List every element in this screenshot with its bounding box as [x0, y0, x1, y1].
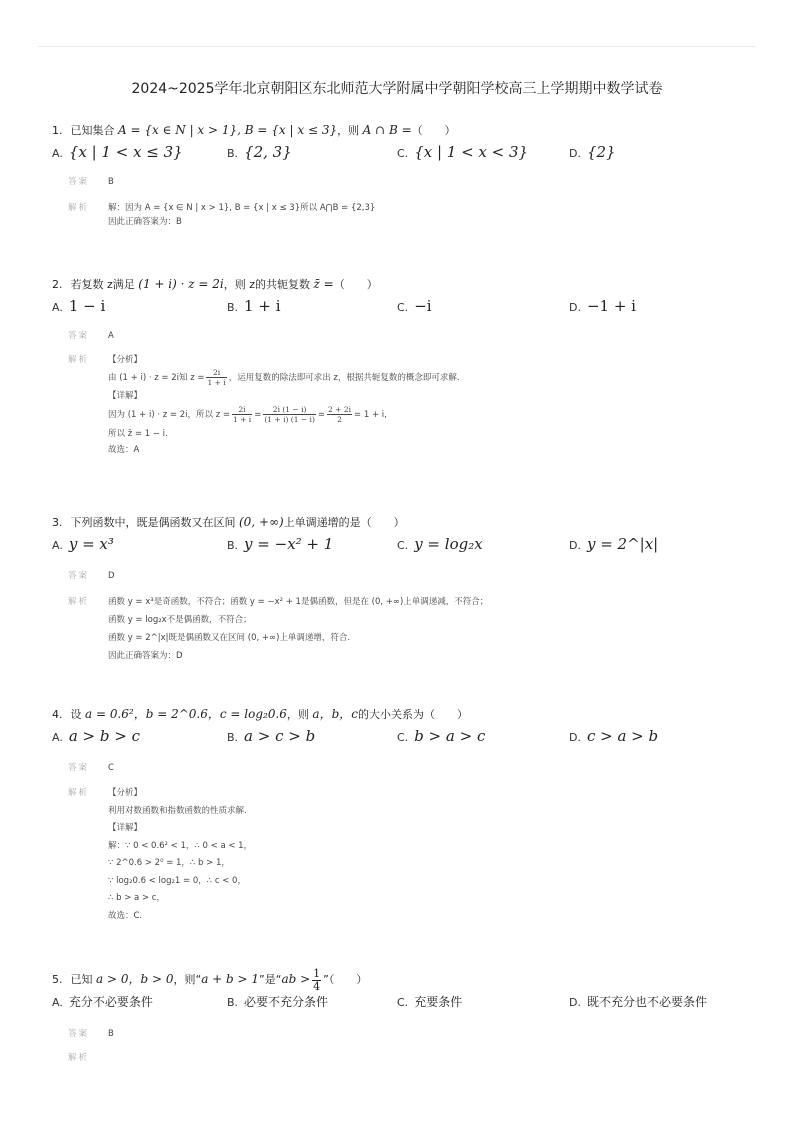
fraction: $\frac{2i}{1 + i}$	[207, 368, 226, 387]
analysis-line: 函数 y = 2^|x|既是偶函数又在区间 (0, +∞)上单调递增，符合.	[108, 633, 351, 643]
stem-text: ，则	[337, 124, 363, 137]
stem-text: 已知	[70, 973, 96, 986]
analysis-row	[52, 593, 752, 665]
stem-text: 的大小关系为（ ）	[357, 708, 468, 721]
analysis-line: 所以 z̄ = 1 − i.	[108, 429, 168, 439]
stem-math: a，b，c	[312, 707, 358, 721]
stem-math: A ∩ B =	[362, 123, 412, 137]
analysis-line: 故选：C.	[108, 910, 143, 921]
analysis-line: 解：∵ 0 < 0.6² < 1，∴ 0 < a < 1，	[108, 840, 253, 851]
option-c[interactable]: C. y = log₂x	[397, 535, 483, 553]
option-d[interactable]: D. {2}	[569, 143, 616, 161]
answer-row	[52, 175, 752, 189]
answer-value: B	[108, 1029, 114, 1039]
analysis-line: 函数 y = log₂x不是偶函数，不符合；	[108, 615, 252, 625]
stem-text: 若复数 z满足	[70, 278, 139, 291]
answer-value: D	[108, 571, 115, 581]
options	[52, 297, 752, 319]
analysis-line: 由 (1 + i) · z = 2i知 z = $\frac{2i}{1 + i}$ ，运用复数的除法即可求出 z，根据共轭复数的概念即可求解.	[108, 368, 460, 387]
analysis-line: 因此正确答案为：B	[108, 217, 182, 227]
answer-label: 答案	[68, 331, 90, 341]
option-a[interactable]: A. a > b > c	[52, 727, 140, 745]
fraction: $\frac{2i}{1 + i}$	[232, 405, 252, 424]
question-stem	[52, 706, 752, 723]
stem-math: (0, +∞)	[239, 515, 284, 529]
analysis-row	[52, 201, 752, 229]
answer-row	[52, 1027, 752, 1041]
fraction: $\frac{1}{4}$	[313, 966, 321, 993]
options	[52, 143, 752, 165]
stem-math: a = 0.6²，b = 2^0.6，c = log₂0.6	[85, 707, 287, 721]
analysis-label: 解析	[68, 597, 90, 607]
stem-math: z̄ =	[313, 277, 334, 291]
analysis-row	[52, 1051, 752, 1065]
analysis-label: 解析	[68, 788, 90, 798]
option-c[interactable]: C. −i	[397, 297, 432, 315]
analysis-line: 解：因为 A = {x ∈ N | x > 1}, B = {x | x ≤ 3}所以 A⋂B = {2,3}	[108, 203, 376, 213]
options	[52, 993, 752, 1015]
stem-text: 上单调递增的是（ ）	[283, 516, 405, 529]
analysis-line: 因此正确答案为：D	[108, 651, 183, 661]
stem-text: （ ）	[333, 278, 378, 291]
question-stem	[52, 514, 752, 531]
stem-math: a + b > 1	[201, 972, 260, 986]
analysis-heading: 【详解】	[108, 823, 143, 833]
stem-text: （ ）	[411, 124, 456, 137]
fraction: $\frac{2 + 2i}{2}$	[328, 405, 352, 424]
analysis-heading: 【分析】	[108, 355, 143, 365]
analysis-line: ∵ 2^0.6 > 2⁰ = 1，∴ b > 1，	[108, 858, 230, 868]
question-5	[52, 966, 752, 1065]
answer-label: 答案	[68, 571, 90, 581]
option-d[interactable]: D. c > a > b	[569, 727, 659, 745]
analysis-heading: 【详解】	[108, 391, 143, 401]
answer-value: C	[108, 763, 114, 773]
analysis-line: 利用对数函数和指数函数的性质求解.	[108, 805, 247, 816]
stem-math: (1 + i) · z = 2i	[138, 277, 224, 291]
option-b[interactable]: B. 必要不充分条件	[227, 995, 329, 1009]
analysis-label: 解析	[68, 355, 90, 365]
answer-label: 答案	[68, 763, 90, 773]
stem-math: ab >	[281, 972, 311, 986]
answer-label: 答案	[68, 1029, 90, 1039]
option-d[interactable]: D. y = 2^|x|	[569, 535, 659, 553]
question-4	[52, 706, 752, 925]
analysis-row	[52, 785, 752, 925]
option-a[interactable]: A. y = x³	[52, 535, 114, 553]
question-stem	[52, 122, 752, 139]
options	[52, 727, 752, 749]
question-stem	[52, 966, 752, 993]
option-d[interactable]: D. −1 + i	[569, 297, 636, 315]
answer-label: 答案	[68, 177, 90, 187]
question-number: 1.	[52, 124, 63, 137]
stem-text: 已知集合	[70, 124, 118, 137]
analysis-line: ∵ log₂0.6 < log₂1 = 0，∴ c < 0，	[108, 875, 246, 886]
question-1	[52, 122, 752, 229]
option-d[interactable]: D. 既不充分也不必要条件	[569, 995, 707, 1009]
option-b[interactable]: B. 1 + i	[227, 297, 281, 315]
stem-text: ，则	[286, 708, 313, 721]
analysis-line: 故选：A	[108, 445, 140, 455]
question-stem	[52, 276, 752, 293]
stem-math: a > 0，b > 0	[96, 972, 174, 986]
stem-text: ”是“	[259, 973, 282, 986]
header-divider	[38, 46, 756, 47]
options	[52, 535, 752, 557]
question-3	[52, 514, 752, 665]
option-c[interactable]: C. 充要条件	[397, 995, 463, 1009]
analysis-line: ∴ b > a > c，	[108, 893, 165, 903]
option-a[interactable]: A. 充分不必要条件	[52, 995, 153, 1009]
stem-text: ，则 z的共轭复数	[223, 278, 314, 291]
question-2	[52, 276, 752, 457]
answer-value: B	[108, 177, 114, 187]
analysis-label: 解析	[68, 203, 90, 213]
analysis-line: 因为 (1 + i) · z = 2i，所以 z = $\frac{2i}{1 + i}$ = $\frac{2i (1 - i)}{(1 + i) (1 - i)}$ = $\frac{2 + 2i}{2}$ = 1 + i,	[108, 405, 387, 424]
page-title: 2024~2025学年北京朝阳区东北师范大学附属中学朝阳学校高三上学期期中数学试卷	[131, 81, 663, 97]
question-number: 3.	[52, 516, 63, 529]
analysis-heading: 【分析】	[108, 788, 143, 798]
fraction: $\frac{2i (1 - i)}{(1 + i) (1 - i)}$	[264, 405, 315, 424]
option-a[interactable]: A. {x | 1 < x ≤ 3}	[52, 143, 183, 161]
question-number: 4.	[52, 708, 63, 721]
analysis-label: 解析	[68, 1053, 90, 1063]
analysis-row	[52, 353, 752, 457]
answer-row	[52, 329, 752, 343]
stem-text: 下列函数中，既是偶函数又在区间	[70, 516, 239, 529]
option-a[interactable]: A. 1 − i	[52, 297, 106, 315]
option-c[interactable]: C. b > a > c	[397, 727, 486, 745]
answer-value: A	[108, 331, 114, 341]
analysis-line: 函数 y = x³是奇函数，不符合；函数 y = −x² + 1是偶函数，但是在 (0, +∞)上单调递减，不符合；	[108, 597, 489, 607]
option-c[interactable]: C. {x | 1 < x < 3}	[397, 143, 529, 161]
question-number: 2.	[52, 278, 63, 291]
option-b[interactable]: B. y = −x² + 1	[227, 535, 334, 553]
option-b[interactable]: B. a > c > b	[227, 727, 316, 745]
answer-row	[52, 569, 752, 583]
stem-text: ，则“	[173, 973, 202, 986]
option-b[interactable]: B. {2, 3}	[227, 143, 292, 161]
question-number: 5.	[52, 973, 63, 986]
stem-text: ”（ ）	[323, 973, 368, 986]
answer-row	[52, 761, 752, 775]
stem-math: A = {x ∈ N | x > 1}, B = {x | x ≤ 3}	[118, 123, 338, 137]
stem-text: 设	[70, 708, 85, 721]
